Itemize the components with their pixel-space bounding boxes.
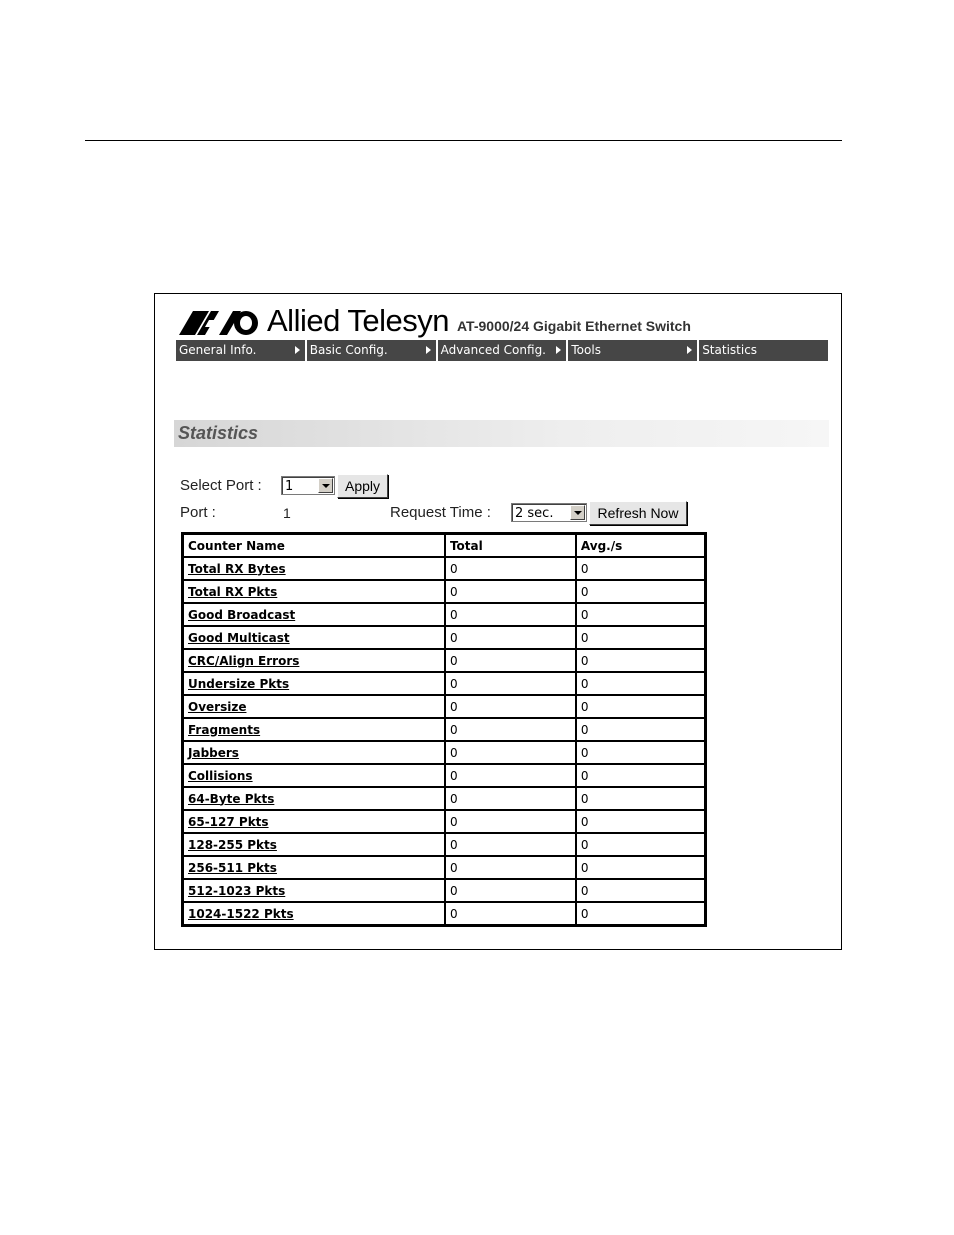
menu-item-tools[interactable]	[568, 340, 697, 361]
port-label: Port :	[180, 504, 216, 521]
menu-item-advanced-config[interactable]	[438, 340, 567, 361]
port-select-value: 1	[285, 479, 294, 494]
column-header-counter-name: Counter Name	[183, 534, 445, 557]
total-cell: 0	[445, 603, 576, 626]
avg-cell: 0	[576, 580, 705, 603]
total-cell: 0	[445, 718, 576, 741]
counter-name-cell	[183, 672, 445, 695]
total-cell: 0	[445, 787, 576, 810]
counter-name-cell	[183, 856, 445, 879]
brand-header	[179, 302, 691, 336]
table-row	[183, 649, 705, 672]
counter-name-cell	[183, 764, 445, 787]
main-menu	[176, 340, 828, 361]
total-cell: 0	[445, 649, 576, 672]
total-cell: 0	[445, 856, 576, 879]
table-row	[183, 557, 705, 580]
counter-link[interactable]: Collisions	[188, 768, 253, 783]
avg-cell: 0	[576, 833, 705, 856]
port-value: 1	[283, 505, 291, 521]
counter-link[interactable]: Oversize	[188, 699, 247, 714]
counter-name-cell	[183, 810, 445, 833]
table-row	[183, 787, 705, 810]
counter-link[interactable]: Undersize Pkts	[188, 676, 290, 691]
submenu-arrow-icon	[295, 346, 300, 354]
request-time-label: Request Time :	[390, 504, 491, 521]
screenshot-frame	[154, 293, 842, 950]
request-time-select[interactable]	[511, 503, 587, 522]
refresh-now-button[interactable]: Refresh Now	[589, 501, 687, 525]
counter-link[interactable]: 64-Byte Pkts	[188, 791, 275, 806]
menu-item-basic-config[interactable]	[307, 340, 436, 361]
counter-link[interactable]: 128-255 Pkts	[188, 837, 277, 852]
counter-link[interactable]: Jabbers	[188, 745, 239, 760]
statistics-table	[181, 532, 707, 927]
menu-item-statistics[interactable]	[699, 340, 828, 361]
submenu-arrow-icon	[426, 346, 431, 354]
total-cell: 0	[445, 626, 576, 649]
table-row	[183, 856, 705, 879]
avg-cell: 0	[576, 856, 705, 879]
avg-cell: 0	[576, 672, 705, 695]
table-row	[183, 741, 705, 764]
counter-name-cell	[183, 649, 445, 672]
total-cell: 0	[445, 902, 576, 925]
menu-item-label: Advanced Config.	[440, 343, 546, 357]
avg-cell: 0	[576, 810, 705, 833]
counter-name-cell	[183, 833, 445, 856]
counter-link[interactable]: Good Broadcast	[188, 607, 296, 622]
counter-link[interactable]: Fragments	[188, 722, 261, 737]
table-row	[183, 902, 705, 925]
apply-button[interactable]: Apply	[337, 474, 388, 498]
table-row	[183, 672, 705, 695]
counter-name-cell	[183, 557, 445, 580]
counter-link[interactable]: 256-511 Pkts	[188, 860, 277, 875]
menu-item-label: Tools	[571, 343, 601, 357]
counter-name-cell	[183, 626, 445, 649]
select-port-label: Select Port :	[180, 477, 262, 494]
submenu-arrow-icon	[556, 346, 561, 354]
counter-name-cell	[183, 695, 445, 718]
brand-name: Allied Telesyn	[267, 303, 449, 338]
allied-telesyn-logo-icon	[179, 310, 259, 336]
avg-cell: 0	[576, 649, 705, 672]
table-row	[183, 695, 705, 718]
counter-link[interactable]: 1024-1522 Pkts	[188, 906, 294, 921]
table-row	[183, 879, 705, 902]
table-row	[183, 810, 705, 833]
table-row	[183, 603, 705, 626]
avg-cell: 0	[576, 718, 705, 741]
total-cell: 0	[445, 833, 576, 856]
counter-link[interactable]: Total RX Pkts	[188, 584, 278, 599]
counter-name-cell	[183, 718, 445, 741]
avg-cell: 0	[576, 879, 705, 902]
avg-cell: 0	[576, 695, 705, 718]
column-header-total: Total	[445, 534, 576, 557]
table-header-row	[183, 534, 705, 557]
avg-cell: 0	[576, 626, 705, 649]
counter-link[interactable]: 65-127 Pkts	[188, 814, 269, 829]
table-row	[183, 833, 705, 856]
chevron-down-icon[interactable]	[570, 505, 585, 520]
page-title: Statistics	[174, 420, 829, 447]
counter-name-cell	[183, 902, 445, 925]
total-cell: 0	[445, 580, 576, 603]
total-cell: 0	[445, 879, 576, 902]
counter-name-cell	[183, 741, 445, 764]
counter-name-cell	[183, 879, 445, 902]
total-cell: 0	[445, 810, 576, 833]
table-row	[183, 718, 705, 741]
total-cell: 0	[445, 764, 576, 787]
total-cell: 0	[445, 695, 576, 718]
table-row	[183, 764, 705, 787]
table-row	[183, 626, 705, 649]
counter-name-cell	[183, 603, 445, 626]
counter-name-cell	[183, 580, 445, 603]
menu-item-label: General Info.	[179, 343, 257, 357]
product-name: AT-9000/24 Gigabit Ethernet Switch	[456, 318, 691, 334]
page-top-rule	[85, 140, 842, 141]
request-time-value: 2 sec.	[515, 506, 554, 521]
menu-item-label: Basic Config.	[309, 343, 388, 357]
avg-cell: 0	[576, 764, 705, 787]
counter-link[interactable]: CRC/Align Errors	[188, 653, 300, 668]
counter-link[interactable]: Good Multicast	[188, 630, 290, 645]
counter-link[interactable]: Total RX Bytes	[188, 561, 286, 576]
avg-cell: 0	[576, 787, 705, 810]
avg-cell: 0	[576, 741, 705, 764]
menu-item-general-info[interactable]	[176, 340, 305, 361]
submenu-arrow-icon	[687, 346, 692, 354]
menu-item-label: Statistics	[702, 343, 758, 357]
column-header-avg: Avg./s	[576, 534, 705, 557]
port-select[interactable]	[281, 476, 335, 495]
total-cell: 0	[445, 557, 576, 580]
chevron-down-icon[interactable]	[318, 478, 333, 493]
total-cell: 0	[445, 741, 576, 764]
counter-name-cell	[183, 787, 445, 810]
total-cell: 0	[445, 672, 576, 695]
avg-cell: 0	[576, 902, 705, 925]
avg-cell: 0	[576, 603, 705, 626]
counter-link[interactable]: 512-1023 Pkts	[188, 883, 286, 898]
table-row	[183, 580, 705, 603]
avg-cell: 0	[576, 557, 705, 580]
